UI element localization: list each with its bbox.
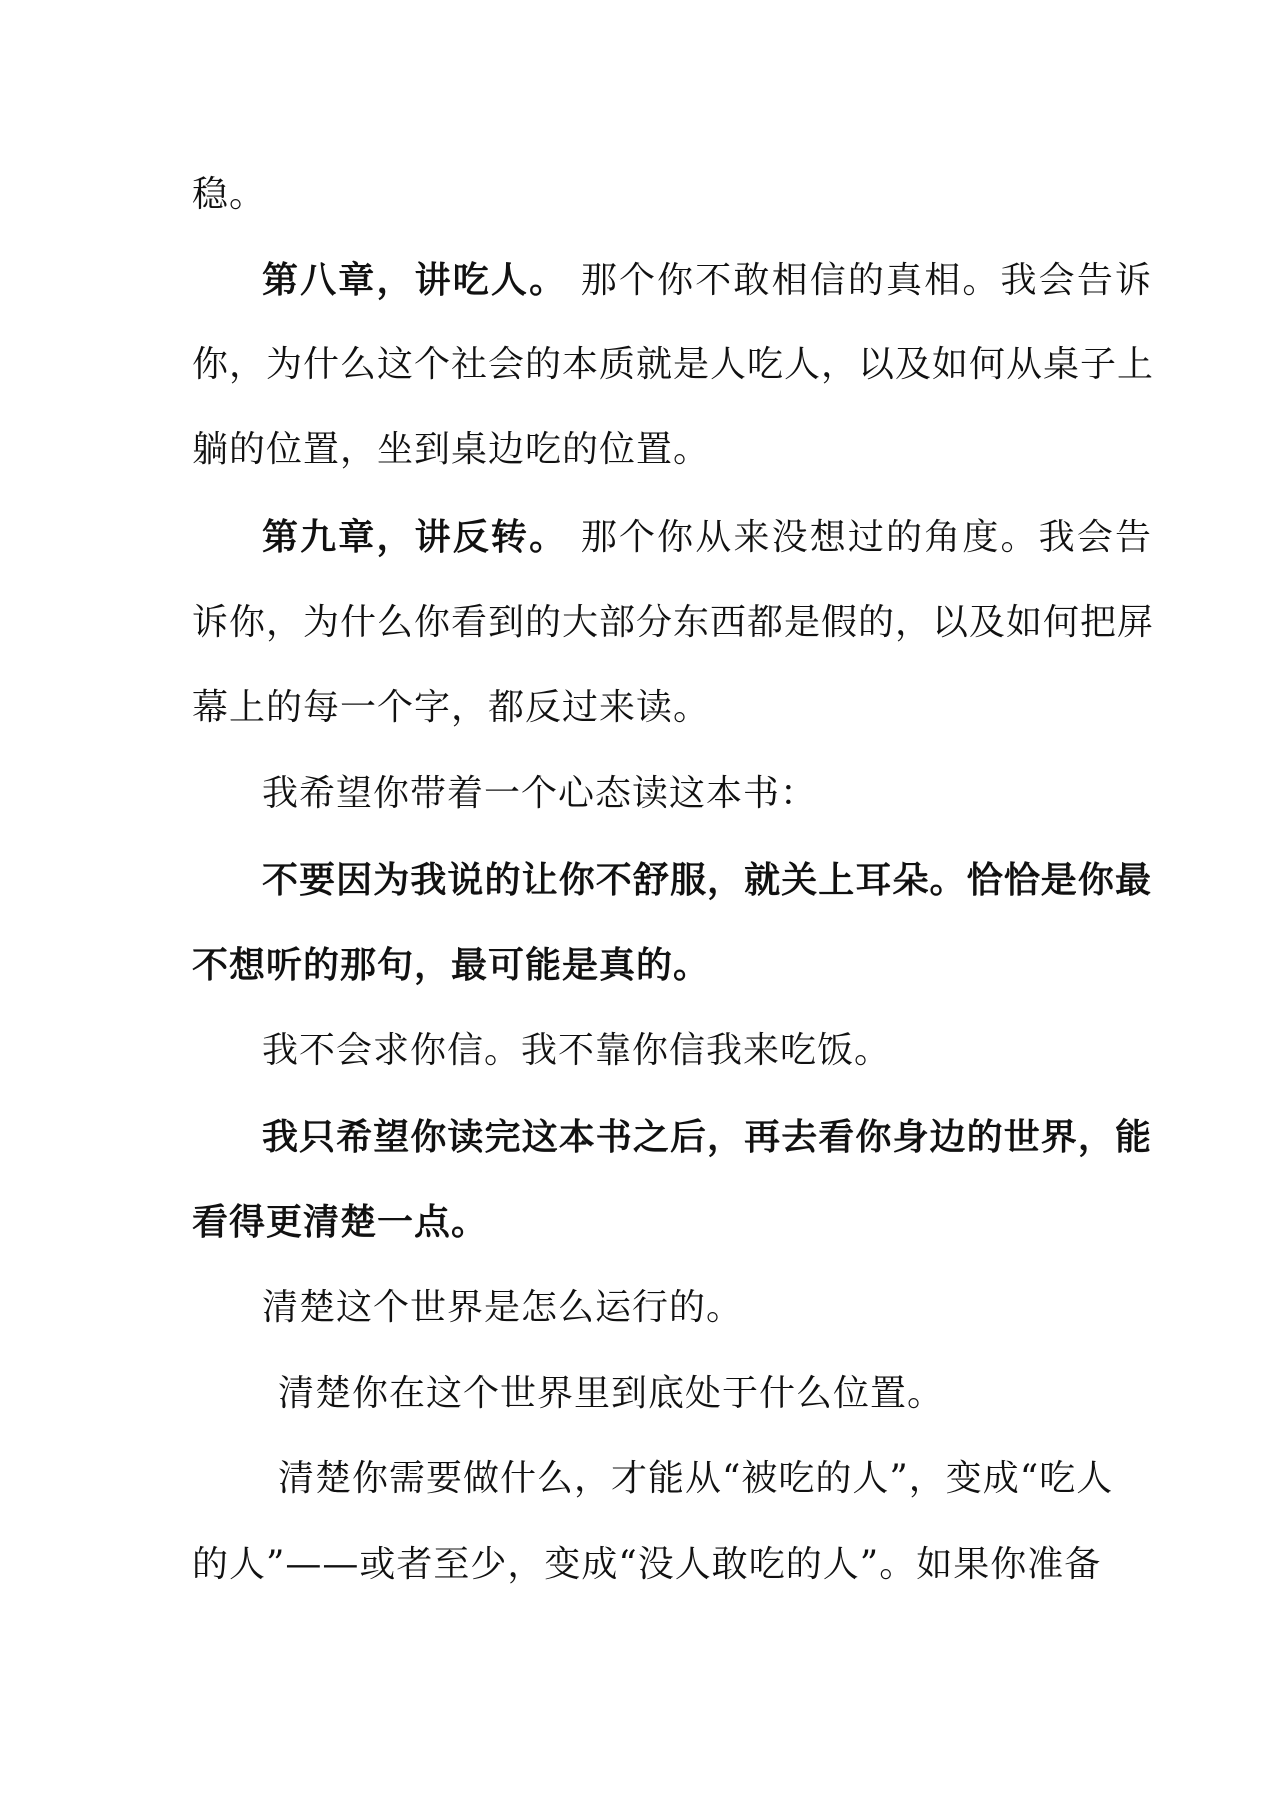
text-line [278, 1369, 1168, 1419]
text-segment: 我不会求你信。我不靠你信我来吃饭。 [262, 1030, 892, 1071]
text-segment: 我希望你带着一个心态读这本书： [262, 773, 818, 814]
text-line [262, 1283, 1152, 1333]
text-line [192, 425, 1082, 475]
bold-text-line [262, 855, 1152, 905]
text-line [262, 769, 1152, 819]
bold-text-line [262, 1112, 1152, 1162]
chapter-8-title: 第八章，讲吃人。 [262, 259, 568, 301]
text-segment: 不要因为我说的让你不舒服，就关上耳朵。恰恰是你最 [262, 859, 1152, 901]
text-line [262, 1026, 1152, 1076]
text-line [192, 170, 1082, 220]
text-line [278, 1454, 1114, 1504]
bold-text-line [192, 1197, 1082, 1247]
text-segment: 那个你从来没想过的角度。我会告 [567, 517, 1152, 558]
text-segment: 的人”——或者至少，变成“没人敢吃的人”。如果你准备 [192, 1544, 1102, 1585]
text-line [192, 598, 1155, 648]
text-line [192, 1540, 1102, 1590]
chapter-9-title: 第九章，讲反转。 [262, 516, 568, 558]
text-segment: 那个你不敢相信的真相。我会告诉 [567, 260, 1152, 301]
text-segment: 清楚这个世界是怎么运行的。 [262, 1287, 744, 1328]
chapter-9-heading-line [262, 512, 1152, 562]
text-segment: 诉你，为什么你看到的大部分东西都是假的，以及如何把屏 [192, 602, 1155, 643]
bold-text-line [192, 940, 1082, 990]
text-segment: 不想听的那句，最可能是真的。 [192, 944, 711, 986]
text-segment: 躺的位置，坐到桌边吃的位置。 [192, 429, 711, 470]
chapter-8-heading-line [262, 255, 1152, 305]
text-segment: 看得更清楚一点。 [192, 1201, 489, 1243]
text-line [192, 340, 1155, 390]
text-segment: 清楚你需要做什么，才能从“被吃的人”，变成“吃人 [278, 1458, 1114, 1499]
text-segment: 清楚你在这个世界里到底处于什么位置。 [278, 1373, 945, 1414]
text-line [192, 683, 1082, 733]
text-segment: 你，为什么这个社会的本质就是人吃人，以及如何从桌子上 [192, 344, 1155, 385]
text-segment: 稳。 [192, 174, 267, 215]
text-segment: 我只希望你读完这本书之后，再去看你身边的世界，能 [262, 1116, 1152, 1158]
text-segment: 幕上的每一个字，都反过来读。 [192, 687, 711, 728]
